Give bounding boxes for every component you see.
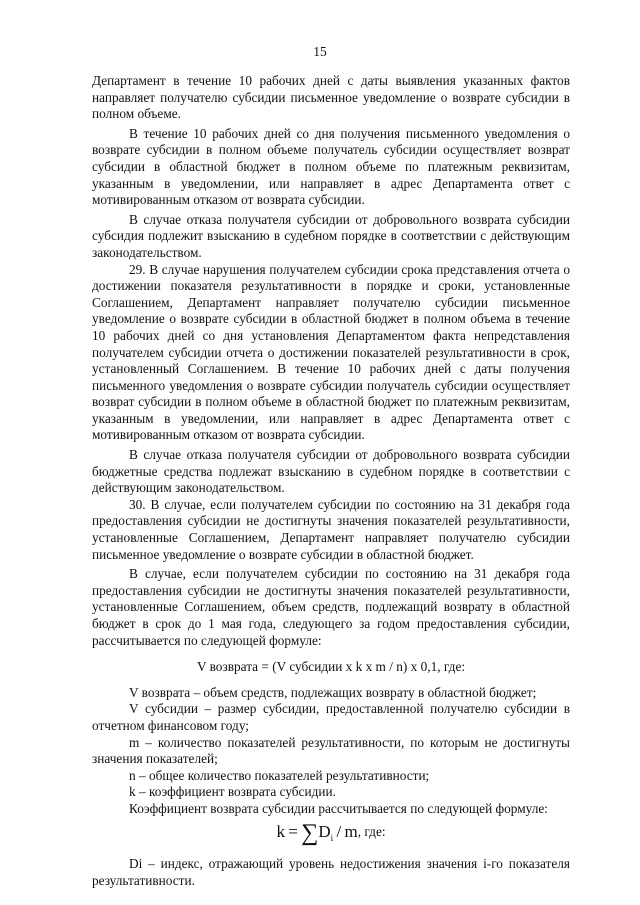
- paragraph-item-30: 30. В случае, если получателем субсидии по состоянию на 31 декабря года предоставления субсидии не достигнуты значения показателей результативности, установленные Соглашением, Департамент направляет получателю субсидии письменное уведомление о возврате субсидии в областной бюджет.: [92, 496, 570, 562]
- formula-divide: /: [336, 821, 342, 841]
- formula-d: D: [318, 821, 331, 841]
- formula-k: k: [276, 821, 285, 841]
- definition-k: k – коэффициент возврата субсидии.: [129, 784, 336, 800]
- formula-m: m: [344, 821, 358, 841]
- paragraph-return-deadline: В течение 10 рабочих дней со дня получения письменного уведомления о возврате субсидии в полном объеме получатель субсидии осуществляет возврат субсидии в областной бюджет в полном объеме по платежным реквизитам, указанным в уведомлении, или направляет в адрес Департамента ответ с мотивированным отказом от возврата субсидии.: [92, 125, 570, 208]
- definition-v-subsidy: V субсидии – размер субсидии, предоставленной получателю субсидии в отчетном финансовом году;: [92, 701, 570, 733]
- formula-equals: =: [288, 821, 298, 841]
- definition-m: m – количество показателей результативности, по которым не достигнуты значения показателей;: [92, 734, 570, 767]
- formula-return-volume: V возврата = (V субсидии x k x m / n) x 0,1, где:: [196, 659, 466, 675]
- paragraph-item-29: 29. В случае нарушения получателем субсидии срока представления отчета о достижении показателя результативности в порядке и сроки, установленные Соглашением, Департамент направляет получателю субсидии письменное уведомление о возврате субсидии в областной бюджет в полном объема в течение 10 рабочих дней со дня установления Департаментом факта непредставления получателем субсидии отчета о достижении показателей результативности в срок, установленный Соглашением. В течение 10 рабочих дней с даты получения письменного уведомления о возврате субсидии получатель субсидии осуществляет возврат субсидии в полном объеме в областной бюджет по платежным реквизитам, указанным в уведомлении, или направляет в адрес Департамента ответ с мотивированным отказом от возврата субсидии.: [92, 261, 570, 443]
- formula-coefficient: [92, 819, 570, 847]
- paragraph-refusal: В случае отказа получателя субсидии от добровольного возврата субсидии субсидия подлежит взысканию в судебном порядке в соответствии с действующим законодательством.: [92, 211, 570, 260]
- document-body: [92, 73, 570, 889]
- paragraph-di-definition: Di – индекс, отражающий уровень недостижения значения i-го показателя результативности.: [92, 856, 570, 888]
- definition-n: n – общее количество показателей результативности;: [129, 767, 430, 783]
- paragraph-refusal-budget: В случае отказа получателя субсидии от добровольного возврата субсидии бюджетные средства подлежат взысканию в судебном порядке в соответствии с действующим законодательством.: [92, 447, 570, 496]
- definition-v-return: V возврата – объем средств, подлежащих возврату в областной бюджет;: [129, 684, 537, 700]
- formula-tail: , где:: [357, 823, 386, 839]
- paragraph-intro: Департамент в течение 10 рабочих дней с даты выявления указанных фактов направляет получателю субсидии письменное уведомление о возврате субсидии в полном объеме.: [92, 73, 570, 122]
- page-number: 15: [313, 44, 327, 59]
- coefficient-intro: Коэффициент возврата субсидии рассчитывается по следующей формуле:: [129, 800, 548, 816]
- sum-symbol: ∑: [301, 819, 319, 846]
- paragraph-formula-intro: В случае, если получателем субсидии по состоянию на 31 декабря года предоставления субсидии не достигнуты значения показателей результативности, установленные Соглашением, объем средств, подлежащий возврату в областной бюджет в срок до 1 мая года, следующего за годом предоставления субсидии, рассчитывается по следующей формуле:: [92, 566, 570, 648]
- formula-subscript-i: i: [330, 832, 334, 843]
